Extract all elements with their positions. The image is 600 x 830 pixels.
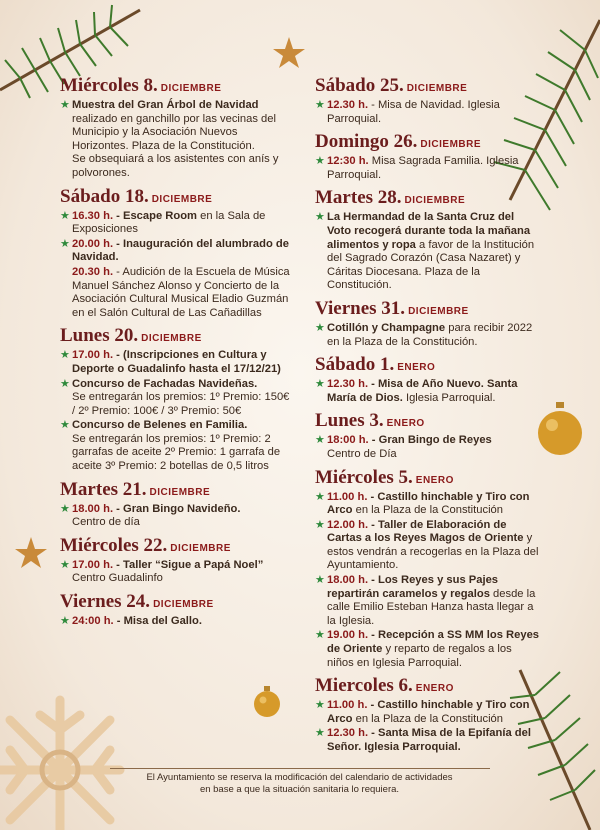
event-time: 12.00 h.: [327, 518, 369, 531]
event-item: [60, 238, 290, 265]
schedule-column-left: [60, 76, 290, 635]
day-heading: [315, 468, 540, 490]
day-block: [315, 299, 540, 349]
green-star-icon: ★: [315, 434, 325, 447]
event-item: [315, 155, 540, 182]
day-month: ENERO: [397, 362, 436, 374]
event-title: - Castillo hinchable y Tiro con Arco: [327, 490, 530, 517]
day-block: [315, 676, 540, 754]
day-month: DICIEMBRE: [149, 486, 211, 498]
event-time: 17.00 h.: [72, 558, 114, 571]
green-star-icon: ★: [315, 321, 325, 334]
day-name: Sábado 25.: [315, 75, 404, 96]
green-star-icon: ★: [315, 727, 325, 740]
event-note: Se obsequiará a los asistentes con anís y polvorones.: [72, 153, 279, 179]
green-star-icon: ★: [60, 349, 70, 362]
day-block: [60, 326, 290, 473]
gold-star-left-icon: [14, 536, 48, 570]
event-title: Concurso de Belenes en Familia.: [72, 419, 248, 432]
day-heading: [60, 187, 290, 209]
day-block: [315, 355, 540, 405]
event-item: [60, 210, 290, 237]
event-item: [315, 99, 540, 126]
green-star-icon: ★: [315, 518, 325, 531]
day-block: [315, 468, 540, 671]
event-item: [315, 574, 540, 628]
event-note: Se entregarán los premios: 1º Premio: 150€ / 2º Premio: 100€ / 3º Premio: 50€: [72, 391, 290, 417]
green-star-icon: ★: [60, 502, 70, 515]
event-time: 12.30 h.: [327, 99, 369, 111]
event-item: [315, 434, 540, 461]
day-name: Martes 21.: [60, 478, 147, 500]
event-time: 18.00 h.: [327, 574, 369, 587]
day-heading: [315, 132, 540, 154]
event-item: [60, 559, 290, 586]
event-text: en la Sala de Exposiciones: [72, 209, 266, 236]
event-time: 12.30 h.: [327, 378, 369, 391]
day-block: [60, 592, 290, 629]
footer-line-2: en base a que la situación sanitaria lo requiera.: [199, 784, 400, 795]
event-note: Centro Guadalinfo: [72, 572, 163, 585]
event-title: - Castillo hinchable y Tiro con Arco: [327, 699, 530, 725]
event-title: Muestra del Gran Árbol de Navidad: [72, 99, 259, 111]
event-time: 24:00 h.: [72, 615, 114, 628]
event-text: Misa Sagrada Familia. Iglesia Parroquial.: [327, 155, 519, 181]
day-block: [60, 536, 290, 586]
day-month: DICIEMBRE: [170, 542, 231, 554]
event-text: - Audición de la Escuela de Música Manuel Sánchez Alonso y Concierto de la Asociación Cultural Musical Eladio Guzmán en el Salón Cultural de Las Cañadillas: [72, 265, 290, 319]
event-title: - Los Reyes y sus Pajes repartirán caramelos y regalos: [327, 574, 499, 600]
event-title: Concurso de Fachadas Navideñas.: [72, 377, 258, 390]
day-name: Sábado 18.: [60, 185, 149, 207]
event-title: - Gran Bingo Navideño.: [116, 502, 241, 515]
event-title: - Inauguración del alumbrado de Navidad.: [72, 237, 289, 264]
day-name: Domingo 26.: [315, 131, 418, 153]
event-text: a favor de la Institución del Sagrado Corazón (Casa Nazaret) y Cáritas Diocesana. Plaza de la Constitución.: [327, 238, 535, 292]
event-text: - Misa de Navidad. Iglesia Parroquial.: [327, 99, 500, 125]
green-star-icon: ★: [315, 378, 325, 391]
event-time: 18:00 h.: [327, 434, 369, 447]
event-title: - Santa Misa de la Epifanía del Señor. Iglesia Parroquial.: [327, 727, 531, 753]
event-item: [60, 349, 290, 376]
green-star-icon: ★: [315, 574, 325, 587]
green-star-icon: ★: [60, 377, 70, 390]
event-note: Centro de Día: [327, 447, 397, 460]
day-heading: [315, 299, 540, 321]
event-item: [315, 727, 540, 754]
event-text: en la Plaza de la Constitución: [352, 504, 504, 517]
day-heading: [315, 76, 540, 98]
event-time: 20.30 h.: [72, 265, 114, 278]
green-star-icon: ★: [60, 209, 70, 222]
green-star-icon: ★: [315, 699, 325, 712]
footer-line-1: El Ayuntamiento se reserva la modificación del calendario de actividades: [146, 772, 453, 783]
event-item: [60, 419, 290, 473]
day-heading: [60, 480, 290, 502]
day-heading: [60, 326, 290, 348]
day-heading: [60, 76, 290, 98]
event-time: 18.00 h.: [72, 502, 114, 515]
day-heading: [315, 188, 540, 210]
day-name: Miércoles 22.: [60, 534, 168, 556]
event-time: 17.00 h.: [72, 349, 114, 362]
green-star-icon: ★: [315, 155, 325, 168]
day-block: [315, 411, 540, 461]
green-star-icon: ★: [60, 237, 70, 250]
event-title: - Taller “Sigue a Papá Noel”: [116, 558, 264, 571]
day-name: Miércoles 5.: [315, 466, 413, 488]
day-name: Viernes 31.: [315, 297, 406, 319]
schedule-column-right: [315, 76, 540, 761]
day-month: ENERO: [415, 683, 454, 695]
event-text: para recibir 2022 en la Plaza de la Constitución.: [327, 321, 533, 348]
day-name: Miercoles 6.: [315, 675, 413, 697]
day-month: DICIEMBRE: [406, 83, 468, 94]
snowflake-icon: [0, 690, 150, 830]
event-item: [60, 615, 290, 629]
event-text: y estos vendrán a recogerlas en la Plaza del Ayuntamiento.: [327, 532, 539, 572]
day-name: Viernes 24.: [60, 591, 151, 613]
event-title: Cotillón y Champagne: [327, 321, 446, 334]
event-item: [60, 503, 290, 530]
day-name: Lunes 3.: [315, 410, 384, 432]
day-month: DICIEMBRE: [153, 599, 214, 611]
day-month: DICIEMBRE: [404, 195, 466, 207]
event-item: [315, 629, 540, 670]
day-heading: [315, 355, 540, 377]
green-star-icon: ★: [60, 99, 70, 111]
event-note: Centro de día: [72, 516, 140, 529]
event-item: [315, 491, 540, 518]
event-text: desde la calle Emilio Esteban Hanza hasta llegar a la Iglesia.: [327, 587, 536, 627]
event-title: - Gran Bingo de Reyes: [371, 434, 492, 447]
day-block: [315, 188, 540, 293]
green-star-icon: ★: [315, 629, 325, 642]
event-note: Se entregarán los premios: 1º Premio: 2 garrafas de aceite 2º Premio: 1 garrafa de aceite 3º Premio: 2 botellas de 0,5 litros: [72, 432, 281, 473]
day-name: Sábado 1.: [315, 354, 395, 376]
event-text: en la Plaza de la Constitución: [352, 712, 504, 725]
gold-small-ornament-icon: [252, 685, 282, 719]
day-name: Lunes 20.: [60, 325, 139, 347]
event-item: [60, 266, 290, 320]
event-title: - Recepción a SS MM los Reyes de Oriente: [327, 629, 540, 656]
day-block: [315, 132, 540, 182]
green-star-icon: ★: [60, 615, 70, 628]
day-heading: [60, 536, 290, 558]
day-name: Martes 28.: [315, 187, 402, 209]
event-item: [315, 699, 540, 726]
event-time: 12.30 h.: [327, 727, 369, 740]
event-item: [315, 322, 540, 349]
day-heading: [60, 592, 290, 614]
gold-star-icon: [272, 36, 306, 70]
day-month: DICIEMBRE: [160, 83, 222, 94]
event-item: [315, 378, 540, 405]
green-star-icon: ★: [60, 419, 70, 432]
event-time: 11.00 h.: [327, 490, 368, 503]
footer-note: [112, 772, 487, 796]
day-block: [60, 187, 290, 321]
day-block: [315, 76, 540, 126]
event-text: realizado en ganchillo por las vecinas del Municipio y la Asociación Nuevos Horizontes. Plaza de la Constitución.: [72, 112, 276, 152]
day-month: DICIEMBRE: [408, 305, 469, 317]
event-item: [315, 211, 540, 293]
event-item: [60, 99, 290, 181]
event-title: - Escape Room: [116, 209, 197, 222]
event-item: [60, 378, 290, 419]
event-item: [315, 519, 540, 573]
green-star-icon: ★: [315, 211, 325, 224]
day-block: [60, 76, 290, 181]
event-time: 20.00 h.: [72, 237, 114, 250]
day-block: [60, 480, 290, 530]
footer-divider: [110, 768, 490, 769]
day-month: ENERO: [386, 418, 425, 430]
event-text: Iglesia Parroquial.: [402, 391, 496, 404]
event-title: - Misa del Gallo.: [116, 615, 202, 628]
green-star-icon: ★: [315, 99, 325, 111]
event-time: 19.00 h.: [327, 629, 369, 642]
green-star-icon: ★: [315, 490, 325, 503]
event-time: 12:30 h.: [327, 155, 369, 168]
day-name: Miércoles 8.: [60, 75, 158, 96]
day-heading: [315, 411, 540, 433]
day-month: ENERO: [415, 474, 454, 486]
event-title: - Misa de Año Nuevo. Santa María de Dios.: [327, 378, 518, 404]
event-title: La Hermandad de la Santa Cruz del Voto recogerá durante toda la mañana alimentos y ropa: [327, 211, 531, 251]
event-text: y reparto de regalos a los niños en Iglesia Parroquial.: [327, 643, 512, 669]
event-title: - (Inscripciones en Cultura y Deporte o Guadalinfo hasta el 17/12/21): [72, 349, 281, 375]
event-time: 16.30 h.: [72, 209, 114, 222]
day-month: DICIEMBRE: [420, 139, 482, 151]
day-month: DICIEMBRE: [141, 333, 202, 345]
gold-ornament-ball-icon: [535, 400, 585, 460]
green-star-icon: ★: [60, 558, 70, 571]
day-month: DICIEMBRE: [151, 193, 213, 205]
event-time: 11.00 h.: [327, 699, 368, 712]
event-title: - Taller de Elaboración de Cartas a los Reyes Magos de Oriente: [327, 518, 524, 545]
day-heading: [315, 676, 540, 698]
